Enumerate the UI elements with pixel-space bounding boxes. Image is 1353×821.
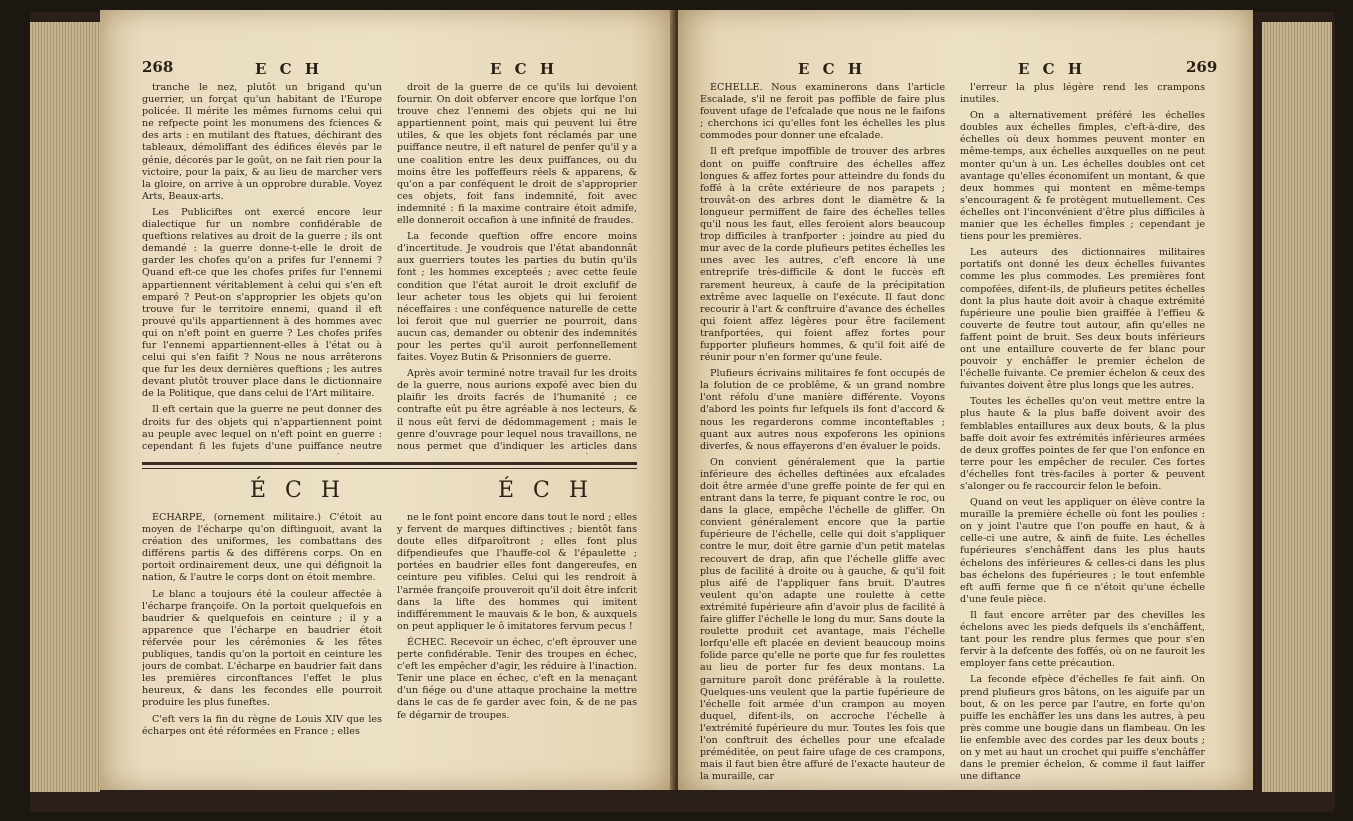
section-title: É C H [250, 478, 347, 503]
page-number: 269 [1186, 58, 1218, 76]
paragraph: Quand on veut les appliquer on élève contre la muraille la première échelle où font les poulies : on y joint l'autre que l'on pouffe en haut, & à celle-ci une autre, & ainfi de fuite. Les échelles fupérieures s'enchâffent dans les plus hauts échelons des inférieures & celles-ci dans les plus bas échelons des fupérieures ; le tout enfemble eft auffi ferme que fi ce n'étoit qu'une échelle d'une feule pièce. [960, 497, 1205, 605]
section-rule [142, 468, 637, 469]
running-header: E C H [255, 60, 323, 78]
section-rule [142, 462, 637, 465]
running-header: E C H [1018, 60, 1086, 78]
paragraph: Les auteurs des dictionnaires militaires portatifs ont donné les deux échelles fuivantes comme les plus commodes. Les premières font compofées, difent-ils, de plufieurs petites échelles dont la plus haute doit avoir à chaque extrémité fupérieure une poulie bien graiffée à l'effieu & couverte de feutre tout autour, afin qu'elles ne faffent point de bruit. Ses deux bouts inférieurs ont une entaillure couverte de fer blanc pour pouvoir y enchâffer le premier échelon de l'échelle fuivante. Ce premier échelon & ceux des fuivantes doivent être plus longs que les autres. [960, 247, 1205, 392]
text-column [960, 82, 1205, 782]
text-column [397, 512, 637, 784]
paragraph: Après avoir terminé notre travail fur les droits de la guerre, nous aurions expofé avec bien du plaifir les droits facrés de l'humanité ; ce contrafte eût pu être agréable à nos lecteurs, & il nous eût fervi de dédommagement ; mais le genre d'ouvrage pour lequel nous travaillons, ne nous permet que d'indiquer les articles dans [397, 368, 637, 452]
paragraph: tranche le nez, plutôt un brigand qu'un guerrier, un forçat qu'un habitant de l'Europe policée. Il mérite les mêmes furnoms celui qui ne refpecte point les monumens des fciences & des arts : en mutilant des ftatues, déchirant des tableaux, démoliffant des édifices élevés par le génie, décorés par le goût, on ne fait rien pour la victoire, pour la paix, & au lieu de marcher vers la gloire, on arrive à un opprobre durable. Voyez Arts, Beaux-arts. [142, 82, 382, 202]
page-number: 268 [142, 58, 174, 76]
paragraph: ÉCHELLE. Nous examinerons dans l'article Escalade, s'il ne feroit pas poffible de faire plus fouvent ufage de l'efcalade que nous ne le faifons ; cherchons ici qu'elles font les échelles les plus commodes pour donner une efcalade. [700, 82, 945, 142]
paragraph: La feconde efpèce d'échelles fe fait ainfi. On prend plufieurs gros bâtons, on les aiguife par un bout, & on les perce par l'autre, en forte qu'on puiffe les enchâffer les uns dans les autres, à peu près comme une bougie dans un flambeau. On les lie enfemble avec des cordes par les deux bouts ; on y met au haut un crochet qui puiffe s'enchâffer dans le premier échelon, & comme il faut laiffer une diftance [960, 674, 1205, 782]
page-edges-right [1262, 22, 1332, 792]
page-edges-left [30, 22, 100, 792]
right-page [678, 10, 1253, 790]
paragraph: droit de la guerre de ce qu'ils lui devoient fournir. On doit obferver encore que lorfque l'on trouve chez l'ennemi des objets qui ne lui appartiennent point, mais qui peuvent lui être utiles, & que les objets font réclamés par une puiffance neutre, il eft naturel de penfer qu'il y a une coalition entre les deux puiffances, ou du moins être les poffeffeurs réels & apparens, & qu'on a par conféquent le droit de s'approprier ces objets, foit fans indemnité, foit avec indemnité : fi la maxime contraire étoit admife, elle donneroit occafion à une infinité de fraudes. [397, 82, 637, 227]
running-header: E C H [798, 60, 866, 78]
left-page [100, 10, 675, 790]
paragraph: ÉCHARPE, (ornement militaire.) C'étoit au moyen de l'écharpe qu'on diftinguoit, avant la création des uniformes, les combattans des différens partis & des différens corps. On en portoit ordinairement deux, une qui défignoit la nation, & l'autre le corps dont on étoit membre. [142, 512, 382, 584]
paragraph: Il eft certain que la guerre ne peut donner des droits fur des objets qui n'appartiennent point au peuple avec lequel on n'eft point en guerre : cependant fi les fujets d'une puiffance neutre [142, 404, 382, 452]
paragraph: On a alternativement préféré les échelles doubles aux échelles fimples, c'eft-à-dire, des échelles où deux hommes peuvent monter en même-temps, aux échelles auxquelles on ne peut monter qu'un à un. Les échelles doubles ont cet avantage qu'elles économifent un montant, & que deux hommes qui montent en même-temps s'encouragent & fe protègent mutuellement. Ces échelles ont l'inconvénient d'être plus difficiles à manier que les échelles fimples ; cependant je tiens pour les premières. [960, 110, 1205, 243]
paragraph: Toutes les échelles qu'on veut mettre entre la plus haute & la plus baffe doivent avoir des femblables entaillures aux deux bouts, & la plus baffe doit avoir fes extrémités inférieures armées de deux groffes pointes de fer que l'on enfonce en terre pour les empêcher de reculer. Ces fortes d'échelles font très-faciles à porter & peuvent s'alonger ou fe raccourcir felon le befoin. [960, 396, 1205, 492]
paragraph: ne le font point encore dans tout le nord ; elles y fervent de marques diftinctives ; bientôt fans doute elles difparoîtront ; elles font plus difpendieufes que l'hauffe-col & l'épaulette ; portées en baudrier elles font dangereufes, en ceinture peu vifibles. Celui qui les rendroit à l'armée françoife prouveroit qu'il doit être infcrit dans la lifte des hommes qui imitent indifféremment le mauvais & le bon, & auxquels on peut appliquer le ô imitatores fervum pecus ! [397, 512, 637, 632]
paragraph: ÉCHEC. Recevoir un échec, c'eft éprouver une perte confidérable. Tenir des troupes en échec, c'eft les empêcher d'agir, les réduire à l'inaction. Tenir une place en échec, c'eft en la menaçant d'un fiége ou d'une attaque prochaine la mettre dans le cas de fe garder avec foin, & de ne pas fe dégarnir de troupes. [397, 636, 637, 721]
paragraph: C'eft vers la fin du règne de Louis XIV que les écharpes ont été réformées en France ; elles [142, 713, 382, 737]
paragraph: On convient généralement que la partie inférieure des échelles deftinées aux efcalades doit être armée d'une greffe pointe de fer qui en entrant dans la terre, fe piquant contre le roc, ou dans la glace, empêche l'échelle de gliffer. On convient généralement encore que la partie fupérieure de l'échelle, celle qui doit s'appliquer contre le mur, doit être garnie d'un petit matelas recouvert de drap, afin que l'échelle gliffe avec plus de facilité à droite ou à gauche, & qu'il foit plus aifé de l'appliquer fans bruit. D'autres veulent qu'on adapte une roulette à cette extrémité fupérieure afin d'avoir plus de facilité à faire gliffer l'échelle le long du mur. Sans doute la roulette produit cet avantage, mais l'échelle lorfqu'elle eft placée en devient beaucoup moins folide parce qu'elle ne porte que fur fes roulettes au lieu de porter fur fes deux montans. La garniture paroît donc préférable à la roulette. Quelques-uns veulent que la partie fupérieure de l'échelle foit armée d'un crampon au moyen duquel, difent-ils, on accroche l'échelle à l'extrémité fupérieure du mur. Toutes les fois que l'on conftruit des échelles pour une efcalade préméditée, on peut faire ufage de ces crampons, mais il faut bien être affuré de l'exacte hauteur de la muraille, car [700, 456, 945, 782]
paragraph: Il eft prefque impoffible de trouver des arbres dont on puiffe conftruire des échelles affez longues & affez fortes pour atteindre du fonds du foffé à la crête extérieure de nos parapets ; trouvât-on des arbres dont le diamètre & la longueur permiffent de faire des échelles telles qu'il nous les faut, elles feroient alors beaucoup trop difficiles à tranfporter : joindre au pied du mur avec de la corde plufieurs petites échelles les unes avec les autres, c'eft encore là une entreprife très-difficile & dont le fuccès eft rarement heureux, à caufe de la précipitation extrême avec laquelle on l'exécute. Il faut donc recourir à l'art & conftruire d'avance des échelles qui foient affez légères pour être facilement tranfportées, qui foient affez fortes pour fupporter plufieurs hommes, & qu'il foit aifé de réunir pour n'en former qu'une feule. [700, 146, 945, 364]
text-column [142, 512, 382, 784]
text-column [397, 82, 637, 454]
running-header: E C H [490, 60, 558, 78]
text-column [700, 82, 945, 782]
text-column [142, 82, 382, 454]
section-title: É C H [498, 478, 595, 503]
paragraph: Le blanc a toujours été la couleur affectée à l'écharpe françoife. On la portoit quelquefois en baudrier & quelquefois en ceinture ; il y a apparence que l'écharpe en baudrier étoit réfervée pour les cérémonies & les fêtes publiques, tandis qu'on la portoit en ceinture les jours de combat. L'écharpe en baudrier fait dans les premières circonftances l'effet le plus heureux, & dans les fecondes elle pourroit produire les plus funeftes. [142, 588, 382, 709]
paragraph: l'erreur la plus légère rend les crampons inutiles. [960, 82, 1205, 106]
paragraph: Les Publiciftes ont exercé encore leur dialectique fur un nombre confidérable de queftions relatives au droit de la guerre ; ils ont demandé : la guerre donne-t-elle le droit de garder les chofes qu'on a prifes fur l'ennemi ? Quand eft-ce que les chofes prifes fur l'ennemi appartiennent véritablement à celui qui s'en eft emparé ? Peut-on s'approprier les objets qu'on trouve fur le territoire ennemi, quand il eft prouvé qu'ils appartiennent à des hommes avec qui on n'eft point en guerre ? Les chofes prifes fur l'ennemi appartiennent-elles à l'état ou à celui qui s'en faifit ? Nous ne nous arrêterons que fur les deux dernières queftions ; les autres devant plutôt trouver place dans le dictionnaire de la Politique, que dans celui de l'Art militaire. [142, 206, 382, 400]
paragraph: Plufieurs écrivains militaires fe font occupés de la folution de ce problême, & un grand nombre l'ont réfolu d'une manière différente. Voyons d'abord les points fur lefquels ils font d'accord & nous les regarderons comme inconteftables ; quant aux autres nous expoferons les opinions diverfes, & nous effayerons d'en évaluer le poids. [700, 368, 945, 452]
paragraph: Il faut encore arrêter par des chevilles les échelons avec les pieds defquels ils s'enchâffent, tant pour les rendre plus fermes que pour s'en fervir à la defcente des foffés, où on ne fauroit les employer fans cette précaution. [960, 609, 1205, 670]
paragraph: La feconde queftion offre encore moins d'incertitude. Je voudrois que l'état abandonnât aux guerriers toutes les parties du butin qu'ils font ; les hommes excepteés ; avec cette feule condition que l'état auroit le droit exclufif de leur acheter tous les objets qui lui feroient néceffaires : une conféquence naturelle de cette loi feroit que nul guerrier ne pourroit, dans aucun cas, demander ou obtenir des indemnités pour les pertes qu'il auroit perfonnellement faites. Voyez Butin & Prisonniers de guerre. [397, 231, 637, 364]
